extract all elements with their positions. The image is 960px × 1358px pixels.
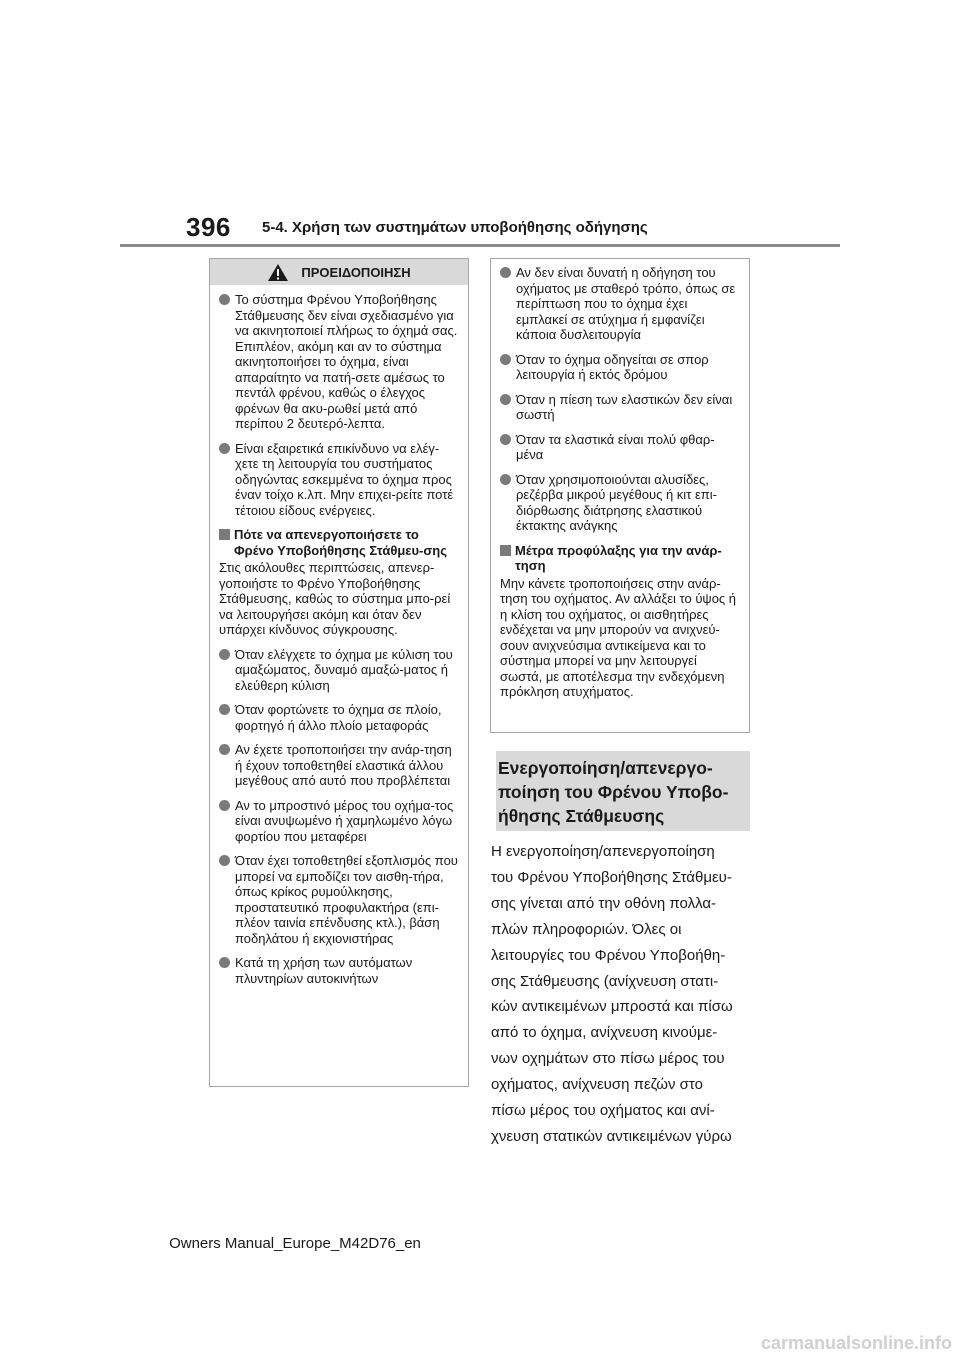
case-item [219,955,458,986]
case-text: Όταν η πίεση των ελαστικών δεν είναι σωστή [516,391,733,422]
square-bullet-icon [500,545,511,556]
case-text: Όταν ελέγχετε το όχημα με κύλιση του αμαξώματος, δυναμό αμαξώ-ματος ή ελεύθερη κύλιση [235,646,453,693]
subheading-suspension [500,543,739,574]
body-line: από το όχημα, ανίχνευση κινούμε- [491,1024,718,1042]
footer-text: Owners Manual_Europe_M42D76_en [169,1235,421,1252]
section-header-title: 5-4. Χρήση των συστημάτων υποβοήθησης οδήγησης [262,219,648,236]
case-item [500,432,739,463]
bullet-dot-icon [219,800,230,811]
case-text: Όταν φορτώνετε το όχημα σε πλοίο, φορτηγό ή άλλο πλοίο μεταφοράς [235,702,442,733]
section-heading-line: Ενεργοποίηση/απενεργο- [498,758,713,778]
body-line: χνευση στατικών αντικειμένων γύρω [491,1127,732,1145]
case-text: Κατά τη χρήση των αυτόματων πλυντηρίων αυτοκινήτων [235,955,413,986]
section-heading-line: ήθησης Στάθμευσης [498,806,665,826]
case-item [219,647,458,694]
bullet-dot-icon [219,704,230,715]
case-item [500,352,739,383]
warning-item-text: Το σύστημα Φρένου Υποβοήθησης Στάθμευσης δεν είναι σχεδιασμένο για να ακινητοποιεί πλήρως το όχημά σας. Επιπλέον, ακόμη και αν το σύστημα ακινητοποιήσει το όχημα, είναι απαραίτητο να πατή-σετε αμέσως το πεντάλ φρένου, καθώς ο έλεγχος φρένων θα ακυ-ρωθεί μετά από περίπου 2 δευτερό-λεπτα. [235,292,458,431]
warning-item-text: Είναι εξαιρετικά επικίνδυνο να ελέγ-χετε τη λειτουργία του συστήματος οδηγώντας εσκεμμένα το όχημα προς έναν τοίχο κ.λπ. Μην επιχει-ρείτε ποτέ τέτοιου είδους ενέργειες. [235,440,454,518]
section-heading [490,751,750,831]
bullet-dot-icon [219,744,230,755]
bullet-dot-icon [219,443,230,454]
bullet-dot-icon [219,855,230,866]
bullet-dot-icon [500,394,511,405]
body-line: λειτουργίες του Φρένου Υποβοήθη- [491,946,726,964]
bullet-dot-icon [500,354,511,365]
warning-triangle-icon [267,263,289,282]
square-bullet-icon [219,529,230,540]
warning-item [219,292,458,432]
body-line: σης Στάθμευσης (ανίχνευση στατι- [491,972,719,990]
bullet-dot-icon [219,957,230,968]
watermark: carmanualsonline.info [760,1333,952,1353]
body-line: νων οχημάτων στο πίσω μέρος του [491,1050,725,1068]
case-text: Όταν τα ελαστικά είναι πολύ φθαρ-μένα [516,431,715,462]
body-line: πλών πληροφοριών. Όλες οι [491,920,682,938]
case-item [219,702,458,733]
suspension-paragraph: Μην κάνετε τροποποιήσεις στην ανάρ-τηση του οχήματος. Αν αλλάξει το ύψος ή η κλίση του οχήματος, οι αισθητήρες ενδέχεται να μην μπορούν να ανιχνεύ-σουν ανιχνεύσιμα αντικείμενα και το σύστημα μπορεί να μην λειτουργεί σωστά, με αποτέλεσμα την ενδεχόμενη πρόκληση ατυχήματος. [500,575,737,699]
page-number: 396 [186,212,231,242]
subheading-text: Μέτρα προφύλαξης για την ανάρ-τηση [515,542,722,573]
case-item [500,392,739,423]
subheading-text: Πότε να απενεργοποιήσετε το Φρένο Υποβοήθησης Στάθμευ-σης [234,527,447,558]
heading-stripe [490,751,496,831]
warning-box-continued [490,258,750,733]
bullet-dot-icon [500,267,511,278]
body-line: πίσω μέρος του οχήματος και ανί- [491,1102,715,1120]
body-line: σης γίνεται από την οθόνη πολλα- [491,894,717,912]
intro-paragraph: Στις ακόλουθες περιπτώσεις, απενερ-γοποιήστε το Φρένο Υποβοήθησης Στάθμευσης, καθώς το σύστημα μπο-ρεί να λειτουργήσει ακόμη και όταν δεν υπάρχει κίνδυνος σύγκρουσης. [219,560,451,637]
warning-label: ΠΡΟΕΙΔΟΠΟΙΗΣΗ [301,264,411,280]
body-paragraph [491,839,753,1150]
bullet-dot-icon [219,294,230,305]
section-heading-line: ποίηση του Φρένου Υποβο- [498,782,729,802]
case-item [500,265,739,343]
case-item [219,742,458,789]
case-text: Όταν έχει τοποθετηθεί εξοπλισμός που μπορεί να εμποδίζει τον αισθη-τήρα, όπως κρίκος ρυμούλκησης, προστατευτικό προφυλακτήρα (επι-πλέον ταινία επένδυσης κτλ.), βάση ποδηλάτου ή εκχιονιστήρας [235,853,458,946]
bullet-dot-icon [500,434,511,445]
case-text: Αν το μπροστινό μέρος του οχήμα-τος είναι ανυψωμένο ή χαμηλωμένο λόγω φορτίου που μεταφέρει [235,797,454,844]
warning-header [210,259,468,285]
case-text: Όταν χρησιμοποιούνται αλυσίδες, ρεζέρβα μικρού μεγέθους ή κιτ επι-διόρθωσης διάτρησης ελαστικού έκτακτης ανάγκης [516,471,717,533]
case-item [219,798,458,845]
body-line: κών αντικειμένων μπροστά και πίσω [491,998,733,1016]
case-text: Αν έχετε τροποποιήσει την ανάρ-τηση ή έχουν τοποθετηθεί ελαστικά άλλου μεγέθους από αυτό που προβλέπεται [235,742,452,788]
warning-box [209,258,469,1087]
bullet-dot-icon [500,474,511,485]
header-divider [120,244,840,247]
case-item [219,853,458,946]
body-line: οχήματος, ανίχνευση πεζών στο [491,1076,703,1094]
case-text: Αν δεν είναι δυνατή η οδήγηση του οχήματος με σταθερό τρόπο, όπως σε περίπτωση που το όχημα έχει εμπλακεί σε ατύχημα ή εμφανίζει κάποια δυσλειτουργία [516,265,736,342]
body-line: του Φρένου Υποβοήθησης Στάθμευ- [491,868,732,886]
bullet-dot-icon [219,649,230,660]
case-text: Όταν το όχημα οδηγείται σε σπορ λειτουργία ή εκτός δρόμου [516,351,709,382]
warning-item [219,441,458,519]
subheading-deactivate [219,527,458,558]
case-item [500,472,739,534]
body-line: Η ενεργοποίηση/απενεργοποίηση [491,843,715,860]
